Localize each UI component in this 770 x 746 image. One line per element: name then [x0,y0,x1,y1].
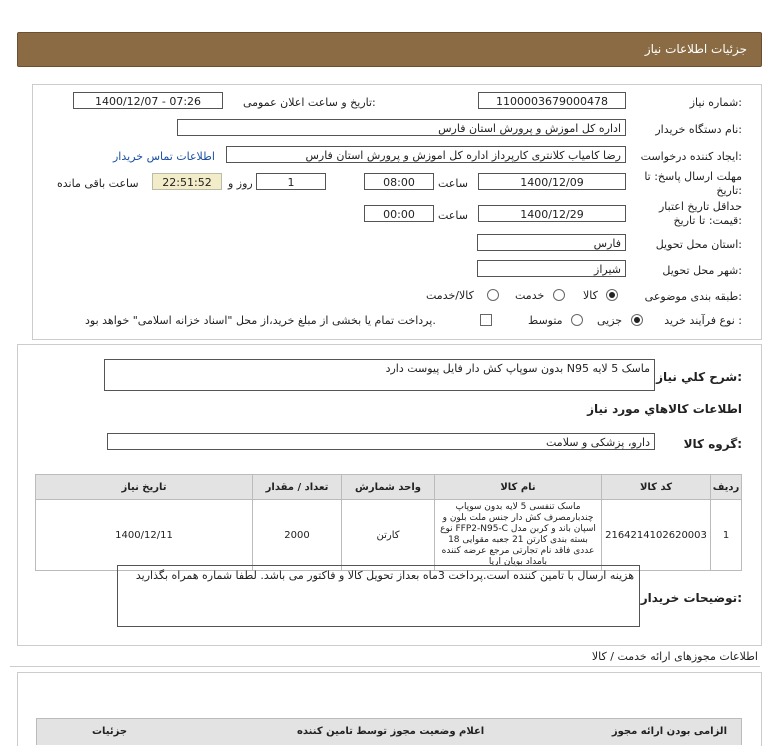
remaining-time-field: 22:51:52 [152,173,222,190]
page-header [17,32,762,67]
row-number: 1 [711,500,742,571]
col-name: نام کالا [435,475,602,500]
goods-table [35,474,742,571]
contact-buyer-link[interactable]: اطلاعات تماس خریدار [113,150,215,163]
buyer-org-label: نام دستگاه خریدار: [655,123,742,136]
announce-date-field: 1400/12/07 - 07:26 [73,92,223,109]
col-license-status: اعلام وضعیت مجوز توسط تامین کننده [297,726,485,737]
category-goods-service-radio[interactable] [487,289,499,301]
row-qty: 2000 [253,500,342,571]
city-label: شهر محل تحویل: [662,264,742,277]
need-number-label: شماره نیاز: [689,96,742,109]
goods-group-field: دارو، پزشکی و سلامت [107,433,655,450]
summary-field: ماسک 5 لایه N95 بدون سوپاپ کش دار فایل پیوست دارد [104,359,655,391]
page-title: جزئیات اطلاعات نیاز [644,42,747,56]
col-qty: تعداد / مقدار [253,475,342,500]
row-name: ماسک تنفسی 5 لایه بدون سوپاپ چندبارمصرف کش دار جنس ملت بلون و اسپان باند و کربن مدل FFP2-N95-C نوع بسته بندی کارتن 21 جعبه مقوایی 18 عددی فاقد نام تجارتی مرجع عرضه کننده بامداد بویان اریا [435,500,602,571]
process-minor-label: جزیی [597,314,623,327]
goods-section-title: اطلاعات کالاهاي مورد نياز [587,402,742,416]
category-goods-radio[interactable] [606,289,618,301]
process-medium-radio[interactable] [571,314,583,326]
summary-label: شرح کلي نياز: [656,370,742,384]
validity-label: حداقل تاریخ اعتبار [658,200,742,213]
announce-date-label: تاریخ و ساعت اعلان عمومی: [243,96,376,109]
days-label: روز و [228,177,253,190]
validity-time-field: 00:00 [364,205,434,222]
validity-label-2: قیمت: تا تاریخ: [673,214,742,227]
buyer-org-field: اداره کل اموزش و پرورش استان فارس [177,119,626,136]
row-unit: کارتن [342,500,435,571]
buyer-notes-field: هزینه ارسال با تامین کننده است.پرداخت 3ماه بعداز تحویل کالا و فاکتور می باشد. لطفا شماره همراه بگذارید [117,565,640,627]
category-service-radio[interactable] [553,289,565,301]
col-row: ردیف [711,475,742,500]
licenses-table-header [36,718,742,745]
category-service-label: خدمت [515,289,545,302]
deadline-time-field: 08:00 [364,173,434,190]
goods-group-label: گروه کالا: [683,437,742,451]
need-number-field: 1100003679000478 [478,92,626,109]
province-field: فارس [477,234,626,251]
col-license-required: الزامی بودن ارائه مجوز [611,726,727,737]
deadline-time-label: ساعت [438,177,468,190]
deadline-label-2: تاریخ: [716,184,742,197]
row-date: 1400/12/11 [36,500,253,571]
col-unit: واحد شمارش [342,475,435,500]
province-label: استان محل تحویل: [655,238,742,251]
category-label: طبقه بندی موضوعی: [644,290,742,303]
col-code: کد کالا [602,475,711,500]
requester-label: ایجاد کننده درخواست: [640,150,742,163]
col-license-details: جزئیات [92,726,128,737]
requester-field: رضا کامیاب کلانتری کارپرداز اداره کل اموزش و پرورش استان فارس [226,146,626,163]
validity-date-field: 1400/12/29 [478,205,626,222]
treasury-payment-checkbox[interactable] [480,314,492,326]
col-date: تاریخ نیاز [36,475,253,500]
process-medium-label: متوسط [528,314,563,327]
licenses-title: اطلاعات مجوزهای ارائه خدمت / کالا [591,650,758,663]
validity-time-label: ساعت [438,209,468,222]
buyer-notes-label: توضیحات خریدار: [640,591,742,605]
category-goods-service-label: کالا/خدمت [426,289,474,302]
remaining-days-field: 1 [256,173,326,190]
row-code: 2164214102620003 [602,500,711,571]
goods-table-header [36,475,742,500]
table-row [36,500,742,571]
process-minor-radio[interactable] [631,314,643,326]
city-field: شیراز [477,260,626,277]
deadline-date-field: 1400/12/09 [478,173,626,190]
deadline-label: مهلت ارسال پاسخ: تا [644,170,742,183]
licenses-divider [10,666,760,667]
treasury-payment-note: پرداخت تمام یا بخشی از مبلغ خرید،از محل "اسناد خزانه اسلامی" خواهد بود. [85,314,436,327]
remaining-label: ساعت باقی مانده [57,177,139,190]
category-goods-label: کالا [583,289,598,302]
process-label: نوع فرآیند خرید : [664,314,742,327]
